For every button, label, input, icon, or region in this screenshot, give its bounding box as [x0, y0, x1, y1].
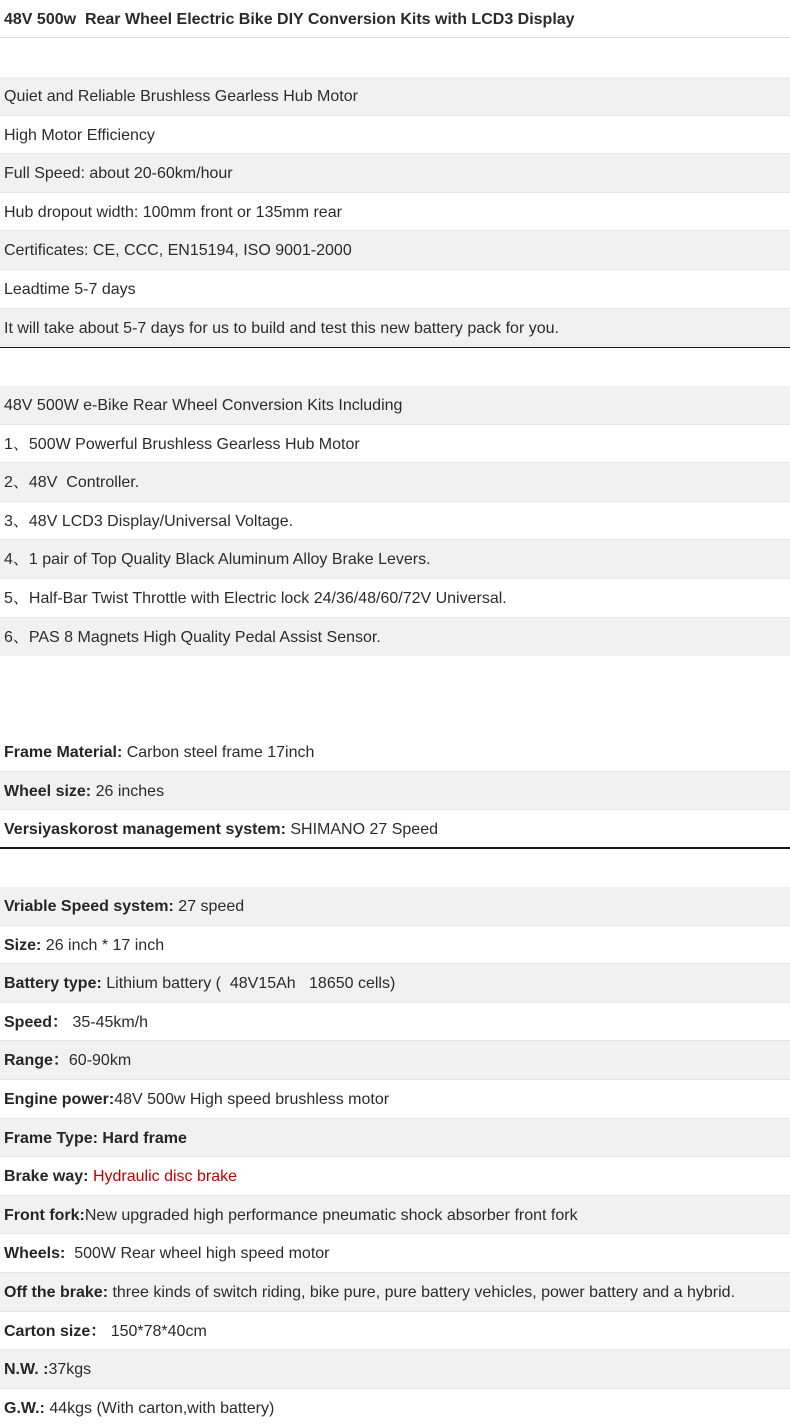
spec-value: 26 inches [91, 782, 165, 800]
spec-label: Speed： [4, 1013, 69, 1031]
kit-item: 6、PAS 8 Magnets High Quality Pedal Assist Sensor. [0, 618, 790, 657]
kit-heading: 48V 500W e-Bike Rear Wheel Conversion Kits Including [0, 386, 790, 425]
spec-value: 48V 500w High speed brushless motor [114, 1090, 390, 1108]
spec-row-gross-weight [0, 1389, 790, 1428]
kit-item: 3、48V LCD3 Display/Universal Voltage. [0, 502, 790, 541]
kit-item: 5、Half-Bar Twist Throttle with Electric lock 24/36/48/60/72V Universal. [0, 579, 790, 618]
spec-row-frame-material [0, 733, 790, 772]
spec-value: 27 speed [173, 898, 245, 915]
feature-row: Hub dropout width: 100mm front or 135mm rear [0, 193, 790, 232]
spec-label: Vriable Speed system: [4, 898, 174, 915]
kit-item: 1、500W Powerful Brushless Gearless Hub Motor [0, 425, 790, 464]
spec-label: Versiyaskorost management system: [4, 821, 286, 839]
spec-label: Frame Type: Hard frame [4, 1129, 187, 1147]
spec-row-speed [0, 1003, 790, 1042]
spec-row-net-weight [0, 1350, 790, 1389]
spec-row-range [0, 1041, 790, 1080]
spec-row-carton-size [0, 1312, 790, 1351]
spec-row-front-fork [0, 1196, 790, 1235]
spec-row-size [0, 926, 790, 965]
spec-row-brake-way [0, 1157, 790, 1196]
spec-label: Engine power: [4, 1090, 115, 1108]
spec-value: 44kgs (With carton,with battery) [44, 1399, 275, 1417]
page-title: 48V 500w Rear Wheel Electric Bike DIY Conversion Kits with LCD3 Display [0, 0, 790, 38]
feature-row: Full Speed: about 20-60km/hour [0, 154, 790, 193]
spec-row-battery-type [0, 964, 790, 1003]
kit-item: 4、1 pair of Top Quality Black Aluminum Alloy Brake Levers. [0, 540, 790, 579]
feature-row: Leadtime 5-7 days [0, 270, 790, 309]
spec-label: G.W.: [4, 1399, 45, 1417]
spec-label: Carton size： [4, 1322, 107, 1340]
spec-value: three kinds of switch riding, bike pure, pure battery vehicles, power battery and a hybrid. [108, 1283, 736, 1301]
spec-value: 35-45km/h [68, 1013, 149, 1031]
spec-row-variable-speed [0, 887, 790, 926]
spec-value: Carbon steel frame 17inch [122, 744, 315, 761]
spec-value: 60-90km [68, 1052, 132, 1070]
bike-spec-section [0, 887, 790, 1428]
spec-label: N.W. : [4, 1361, 49, 1379]
spec-label: Wheel size: [4, 782, 92, 800]
frame-spec-section [0, 733, 790, 849]
kit-contents-section [0, 386, 790, 656]
spec-label: Range： [4, 1052, 69, 1070]
spec-label: Size: [4, 936, 42, 954]
feature-row: High Motor Efficiency [0, 116, 790, 155]
spec-label: Off the brake: [4, 1283, 109, 1301]
spec-row-wheels [0, 1234, 790, 1273]
feature-row: It will take about 5-7 days for us to build and test this new battery pack for you. [0, 309, 790, 348]
spec-row-engine-power [0, 1080, 790, 1119]
spec-value-highlight: Hydraulic disc brake [88, 1168, 237, 1186]
spec-row-wheel-size [0, 772, 790, 811]
spec-value: 150*78*40cm [106, 1322, 207, 1340]
spec-label: Wheels: [4, 1245, 66, 1263]
spec-value: New upgraded high performance pneumatic shock absorber front fork [84, 1206, 578, 1224]
spec-label: Front fork: [4, 1206, 85, 1224]
spec-value: 26 inch * 17 inch [41, 936, 165, 954]
spec-label: Frame Material: [4, 744, 123, 761]
spec-value: Lithium battery ( 48V15Ah 18650 cells) [101, 975, 396, 993]
spec-row-frame-type [0, 1119, 790, 1158]
spec-label: Brake way: [4, 1168, 89, 1186]
kit-item: 2、48V Controller. [0, 463, 790, 502]
spec-value: 500W Rear wheel high speed motor [65, 1245, 330, 1263]
features-section [0, 77, 790, 348]
spec-value: 37kgs [48, 1361, 92, 1379]
spec-row-off-the-brake [0, 1273, 790, 1312]
feature-row: Certificates: CE, CCC, EN15194, ISO 9001-2000 [0, 231, 790, 270]
feature-row: Quiet and Reliable Brushless Gearless Hub Motor [0, 77, 790, 116]
spec-row-speed-management [0, 810, 790, 849]
spec-value: SHIMANO 27 Speed [285, 821, 438, 839]
spec-label: Battery type: [4, 975, 102, 993]
